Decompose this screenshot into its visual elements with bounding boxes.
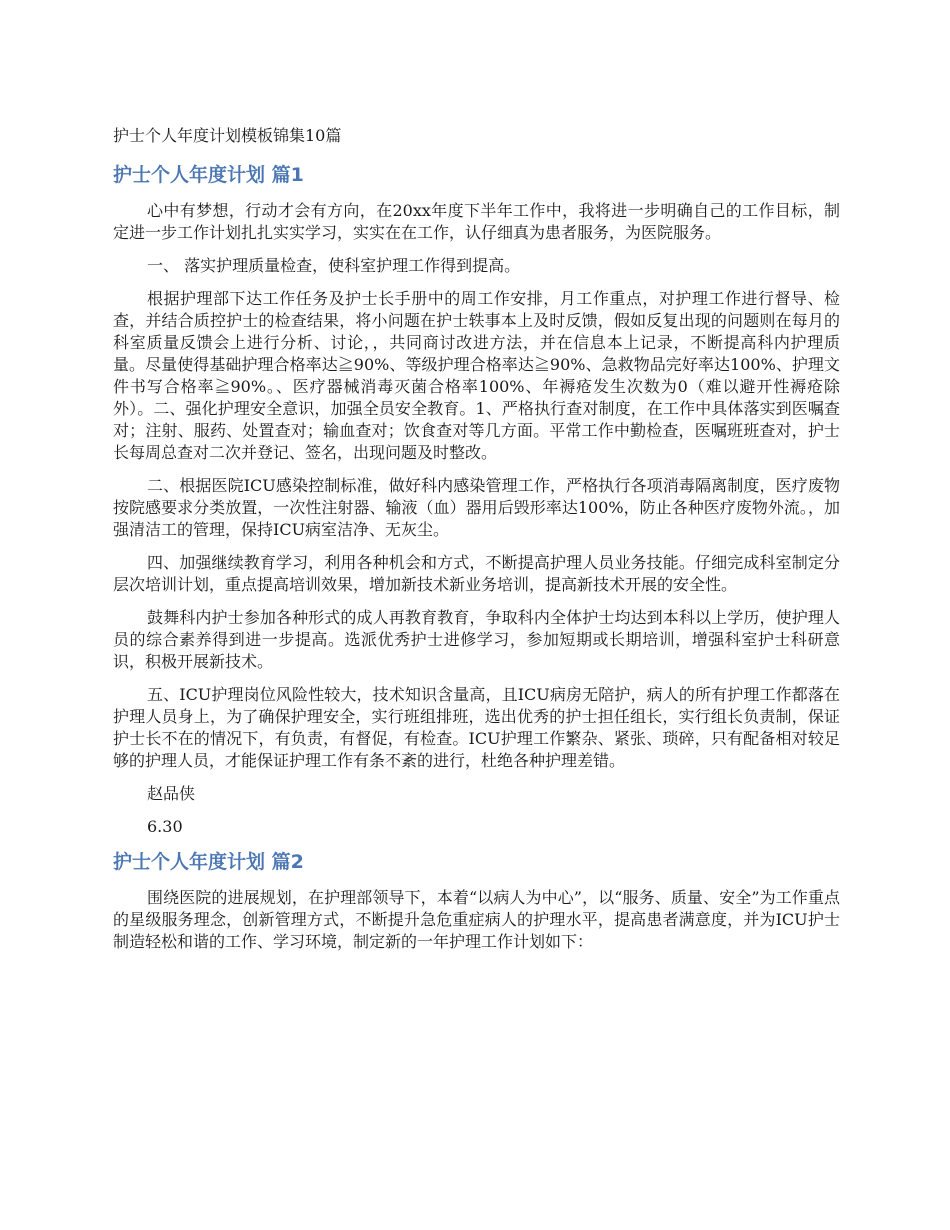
- signature-date: 6.30: [147, 817, 183, 836]
- paragraph: 心中有梦想，行动才会有方向，在20xx年度下半年工作中，我将进一步明确自己的工作目标，制定进一步工作计划扎扎实实学习，实实在在工作，认仔细真为患者服务，为医院服务。: [113, 201, 840, 242]
- document-page: [113, 124, 840, 964]
- document-title: 护士个人年度计划模板锦集10篇: [113, 126, 342, 145]
- section-1: [113, 162, 840, 838]
- section-heading: 护士个人年度计划 篇1: [113, 164, 304, 186]
- section-heading: 护士个人年度计划 篇2: [113, 851, 304, 873]
- paragraph: 四、加强继续教育学习，利用各种机会和方式，不断提高护理人员业务技能。仔细完成科室制定分层次培训计划，重点提高培训效果，增加新技术新业务培训，提高新技术开展的安全性。: [113, 553, 840, 594]
- paragraph: 二、根据医院ICU感染控制标准，做好科内感染管理工作，严格执行各项消毒隔离制度，医疗废物按院感要求分类放置，一次性注射器、输液（血）器用后毁形率达100%，防止各种医疗废物外流。，加强清洁工的管理，保持ICU病室洁净、无灰尘。: [113, 476, 840, 539]
- paragraph: 鼓舞科内护士参加各种形式的成人再教育教育，争取科内全体护士均达到本科以上学历，使护理人员的综合素养得到进一步提高。选派优秀护士进修学习，参加短期或长期培训，增强科室护士科研意识，积极开展新技术。: [113, 608, 840, 671]
- section-2: [113, 849, 840, 953]
- paragraph: 围绕医院的进展规划，在护理部领导下，本着“以病人为中心”，以“服务、质量、安全”为工作重点的星级服务理念，创新管理方式，不断提升急危重症病人的护理水平，提高患者满意度，并为ICU护士制造轻松和谐的工作、学习环境，制定新的一年护理工作计划如下：: [113, 888, 840, 951]
- paragraph: 一、 落实护理质量检查，使科室护理工作得到提高。: [147, 256, 521, 275]
- paragraph: 根据护理部下达工作任务及护士长手册中的周工作安排，月工作重点，对护理工作进行督导、检查，并结合质控护士的检查结果，将小问题在护士轶事本上及时反馈，假如反复出现的问题则在每月的科室质量反馈会上进行分析、讨论，，共同商讨改进方法，并在信息本上记录，不断提高科内护理质量。尽量使得基础护理合格率达≧90%、等级护理合格率达≧90%、急救物品完好率达100%、护理文件书写合格率≧90%。、医疗器械消毒灭菌合格率100%、年褥疮发生次数为0（难以避开性褥疮除外）。二、强化护理安全意识，加强全员安全教育。1、严格执行查对制度，在工作中具体落实到医嘱查对；注射、服药、处置查对；输血查对；饮食查对等几方面。平常工作中勤检查，医嘱班班查对，护士长每周总查对二次并登记、签名，出现问题及时整改。: [113, 289, 840, 462]
- signature-name: 赵品侠: [147, 784, 196, 803]
- paragraph: 五、ICU护理岗位风险性较大，技术知识含量高，且ICU病房无陪护，病人的所有护理工作都落在护理人员身上，为了确保护理安全，实行班组排班，选出优秀的护士担任组长，实行组长负责制，保证护士长不在的情况下，有负责，有督促，有检查。ICU护理工作繁杂、紧张、琐碎，只有配备相对较足够的护理人员，才能保证护理工作有条不紊的进行，杜绝各种护理差错。: [113, 685, 840, 770]
